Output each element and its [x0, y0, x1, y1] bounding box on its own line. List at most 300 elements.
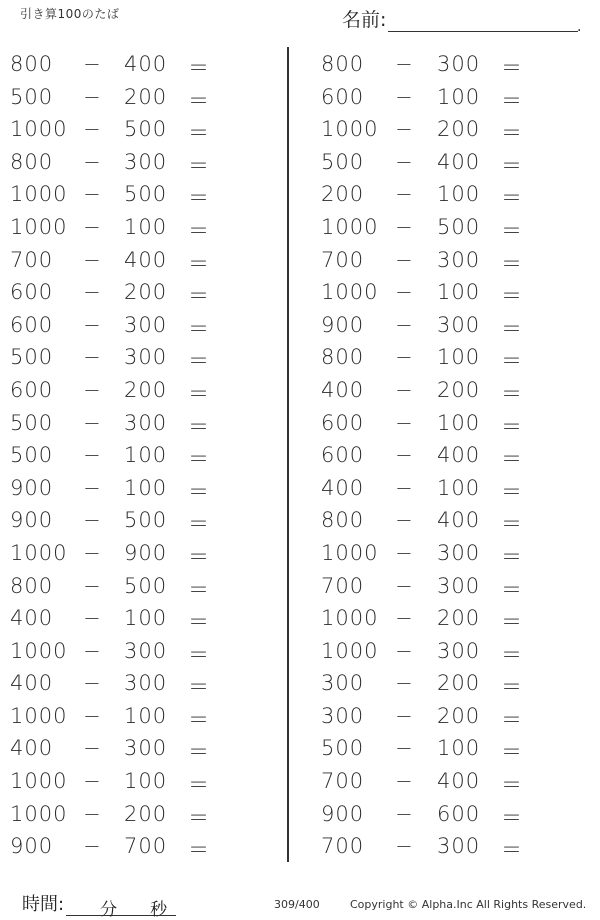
subtrahend: 100 [437, 410, 481, 435]
subtrahend: 400 [437, 443, 481, 468]
problem-row [0, 667, 280, 700]
subtrahend: 500 [124, 508, 168, 533]
equals-sign: ＝ [501, 218, 523, 243]
problem-row [313, 439, 593, 472]
equals-sign: ＝ [188, 675, 210, 700]
minus-sign: − [395, 606, 414, 631]
subtrahend: 300 [437, 834, 481, 859]
equals-sign: ＝ [188, 186, 210, 211]
problem-row [313, 504, 593, 537]
subtrahend: 400 [437, 508, 481, 533]
equals-sign: ＝ [501, 381, 523, 406]
equals-sign: ＝ [188, 610, 210, 635]
answer-space[interactable] [215, 150, 275, 176]
minuend: 800 [10, 573, 54, 598]
subtrahend: 100 [124, 606, 168, 631]
minuend: 600 [10, 377, 54, 402]
problem-row [313, 472, 593, 505]
problem-row [0, 765, 280, 798]
minus-sign: − [395, 247, 414, 272]
answer-space[interactable] [528, 215, 588, 241]
equals-sign: ＝ [188, 349, 210, 374]
minuend: 1000 [10, 801, 68, 826]
answer-space[interactable] [215, 313, 275, 339]
minuend: 800 [321, 345, 365, 370]
subtrahend: 200 [124, 280, 168, 305]
answer-space[interactable] [215, 704, 275, 730]
minuend: 800 [321, 508, 365, 533]
subtrahend: 100 [124, 769, 168, 794]
problem-row [313, 798, 593, 831]
problem-row [0, 113, 280, 146]
subtrahend: 300 [124, 638, 168, 663]
minuend: 1000 [10, 182, 68, 207]
problem-row [0, 178, 280, 211]
problem-row [0, 374, 280, 407]
minus-sign: − [83, 703, 102, 728]
problem-row [313, 374, 593, 407]
equals-sign: ＝ [188, 479, 210, 504]
answer-space[interactable] [215, 215, 275, 241]
problem-row [313, 537, 593, 570]
answer-space[interactable] [215, 411, 275, 437]
minuend: 1000 [321, 540, 379, 565]
minuend: 1000 [10, 540, 68, 565]
name-field [342, 5, 582, 35]
problem-row [313, 309, 593, 342]
equals-sign: ＝ [501, 512, 523, 537]
subtrahend: 200 [124, 801, 168, 826]
minuend: 1000 [321, 117, 379, 142]
minus-sign: − [395, 410, 414, 435]
answer-space[interactable] [528, 85, 588, 111]
minus-sign: − [83, 475, 102, 500]
equals-sign: ＝ [188, 414, 210, 439]
problem-row [313, 146, 593, 179]
problem-row [313, 765, 593, 798]
copyright-notice: Copyright © Alpha.Inc All Rights Reserved. [350, 898, 587, 911]
minus-sign: − [395, 769, 414, 794]
minus-sign: − [83, 247, 102, 272]
subtrahend: 300 [437, 312, 481, 337]
answer-space[interactable] [215, 378, 275, 404]
subtrahend: 100 [124, 214, 168, 239]
subtrahend: 300 [124, 312, 168, 337]
answer-space[interactable] [215, 834, 275, 860]
subtrahend: 300 [124, 345, 168, 370]
subtrahend: 100 [437, 736, 481, 761]
minuend: 1000 [10, 638, 68, 663]
minus-sign: − [395, 345, 414, 370]
subtrahend: 300 [437, 573, 481, 598]
answer-space[interactable] [528, 508, 588, 534]
minuend: 400 [321, 377, 365, 402]
subtrahend: 400 [437, 769, 481, 794]
problem-row [0, 276, 280, 309]
equals-sign: ＝ [188, 544, 210, 569]
equals-sign: ＝ [188, 707, 210, 732]
equals-sign: ＝ [501, 642, 523, 667]
minus-sign: − [395, 736, 414, 761]
answer-space[interactable] [528, 671, 588, 697]
problem-row [313, 407, 593, 440]
minuend: 500 [10, 410, 54, 435]
minus-sign: − [83, 182, 102, 207]
subtrahend: 500 [124, 182, 168, 207]
answer-space[interactable] [528, 704, 588, 730]
problem-row [0, 146, 280, 179]
subtrahend: 700 [124, 834, 168, 859]
problem-row [313, 48, 593, 81]
answer-space[interactable] [528, 574, 588, 600]
subtrahend: 300 [124, 410, 168, 435]
equals-sign: ＝ [188, 805, 210, 830]
problem-row [0, 504, 280, 537]
answer-space[interactable] [528, 280, 588, 306]
answer-space[interactable] [215, 345, 275, 371]
subtrahend: 200 [124, 84, 168, 109]
answer-space[interactable] [528, 52, 588, 78]
subtrahend: 200 [124, 377, 168, 402]
equals-sign: ＝ [501, 186, 523, 211]
problem-row [0, 700, 280, 733]
problem-row [313, 211, 593, 244]
minuend: 300 [321, 671, 365, 696]
minuend: 800 [10, 149, 54, 174]
problem-row [0, 635, 280, 668]
minutes-label: 分 [100, 900, 118, 920]
minuend: 600 [10, 312, 54, 337]
problem-row [0, 570, 280, 603]
subtrahend: 300 [124, 149, 168, 174]
minuend: 1000 [321, 638, 379, 663]
subtrahend: 500 [124, 573, 168, 598]
minuend: 400 [321, 475, 365, 500]
equals-sign: ＝ [501, 577, 523, 602]
answer-space[interactable] [215, 736, 275, 762]
equals-sign: ＝ [501, 675, 523, 700]
name-write-line[interactable] [388, 11, 582, 35]
problem-row [0, 341, 280, 374]
answer-space[interactable] [528, 541, 588, 567]
answer-space[interactable] [528, 345, 588, 371]
minus-sign: − [83, 801, 102, 826]
problem-row [313, 276, 593, 309]
equals-sign: ＝ [188, 121, 210, 146]
answer-space[interactable] [215, 639, 275, 665]
minus-sign: − [395, 149, 414, 174]
minuend: 600 [321, 443, 365, 468]
minus-sign: − [395, 443, 414, 468]
answer-space[interactable] [215, 117, 275, 143]
equals-sign: ＝ [188, 218, 210, 243]
answer-space[interactable] [528, 378, 588, 404]
minus-sign: − [395, 312, 414, 337]
minuend: 1000 [10, 769, 68, 794]
name-line-end: . [576, 19, 582, 35]
answer-space[interactable] [215, 574, 275, 600]
time-label: 時間: [22, 894, 65, 915]
subtrahend: 300 [124, 671, 168, 696]
subtrahend: 100 [437, 475, 481, 500]
minuend: 700 [321, 769, 365, 794]
equals-sign: ＝ [501, 610, 523, 635]
minuend: 700 [10, 247, 54, 272]
subtrahend: 400 [124, 52, 168, 76]
column-divider [287, 47, 289, 862]
right-problem-column [313, 48, 593, 863]
problem-row [313, 700, 593, 733]
answer-space[interactable] [528, 834, 588, 860]
minuend: 600 [321, 84, 365, 109]
subtrahend: 500 [124, 117, 168, 142]
answer-space[interactable] [528, 769, 588, 795]
answer-space[interactable] [215, 769, 275, 795]
equals-sign: ＝ [188, 284, 210, 309]
minuend: 800 [10, 52, 54, 76]
equals-sign: ＝ [501, 316, 523, 341]
answer-space[interactable] [215, 182, 275, 208]
minuend: 1000 [10, 703, 68, 728]
answer-space[interactable] [528, 802, 588, 828]
minus-sign: − [83, 638, 102, 663]
problem-row [313, 667, 593, 700]
minus-sign: − [395, 280, 414, 305]
problem-row [313, 602, 593, 635]
name-label: 名前: [342, 9, 387, 31]
minuend: 1000 [321, 280, 379, 305]
answer-space[interactable] [528, 606, 588, 632]
answer-space[interactable] [215, 508, 275, 534]
problem-row [313, 830, 593, 863]
equals-sign: ＝ [188, 316, 210, 341]
minuend: 500 [10, 345, 54, 370]
minus-sign: − [83, 377, 102, 402]
problem-row [0, 472, 280, 505]
equals-sign: ＝ [188, 251, 210, 276]
equals-sign: ＝ [501, 805, 523, 830]
minus-sign: − [395, 540, 414, 565]
equals-sign: ＝ [501, 349, 523, 374]
answer-space[interactable] [528, 313, 588, 339]
equals-sign: ＝ [188, 642, 210, 667]
seconds-label: 秒 [150, 900, 168, 920]
answer-space[interactable] [215, 671, 275, 697]
equals-sign: ＝ [501, 479, 523, 504]
minuend: 300 [321, 703, 365, 728]
minuend: 900 [10, 508, 54, 533]
minuend: 400 [10, 671, 54, 696]
minus-sign: − [83, 345, 102, 370]
answer-space[interactable] [528, 150, 588, 176]
subtrahend: 200 [437, 671, 481, 696]
time-write-line[interactable] [66, 895, 176, 920]
minus-sign: − [83, 312, 102, 337]
equals-sign: ＝ [188, 381, 210, 406]
answer-space[interactable] [528, 476, 588, 502]
answer-space[interactable] [215, 476, 275, 502]
minuend: 700 [321, 247, 365, 272]
problem-row [313, 81, 593, 114]
subtrahend: 300 [437, 540, 481, 565]
answer-space[interactable] [528, 736, 588, 762]
minuend: 1000 [10, 117, 68, 142]
problem-row [0, 602, 280, 635]
subtrahend: 100 [124, 475, 168, 500]
equals-sign: ＝ [501, 707, 523, 732]
minus-sign: − [83, 540, 102, 565]
subtrahend: 300 [437, 52, 481, 76]
minus-sign: − [395, 801, 414, 826]
minuend: 200 [321, 182, 365, 207]
equals-sign: ＝ [188, 153, 210, 178]
answer-space[interactable] [215, 85, 275, 111]
minus-sign: − [83, 52, 102, 76]
minuend: 500 [10, 443, 54, 468]
minus-sign: − [83, 280, 102, 305]
minus-sign: − [395, 52, 414, 76]
minuend: 500 [321, 149, 365, 174]
subtrahend: 500 [437, 214, 481, 239]
problem-row [0, 830, 280, 863]
minus-sign: − [83, 606, 102, 631]
subtrahend: 200 [437, 703, 481, 728]
problem-row [0, 732, 280, 765]
minus-sign: − [395, 182, 414, 207]
equals-sign: ＝ [501, 121, 523, 146]
left-problem-column [0, 48, 280, 863]
page-number: 309/400 [274, 898, 320, 911]
minus-sign: − [395, 84, 414, 109]
minuend: 900 [10, 475, 54, 500]
equals-sign: ＝ [501, 544, 523, 569]
answer-space[interactable] [215, 443, 275, 469]
minuend: 800 [321, 52, 365, 76]
problem-row [0, 309, 280, 342]
problem-row [0, 439, 280, 472]
minus-sign: − [83, 84, 102, 109]
minus-sign: − [83, 736, 102, 761]
equals-sign: ＝ [188, 88, 210, 113]
minus-sign: − [83, 214, 102, 239]
minuend: 1000 [321, 606, 379, 631]
minus-sign: − [395, 377, 414, 402]
equals-sign: ＝ [188, 56, 210, 80]
subtrahend: 900 [124, 540, 168, 565]
answer-space[interactable] [528, 411, 588, 437]
answer-space[interactable] [215, 248, 275, 274]
minus-sign: − [395, 508, 414, 533]
minuend: 700 [321, 834, 365, 859]
problem-row [313, 732, 593, 765]
minuend: 900 [10, 834, 54, 859]
equals-sign: ＝ [501, 284, 523, 309]
answer-space[interactable] [528, 443, 588, 469]
minus-sign: − [83, 443, 102, 468]
problem-row [0, 48, 280, 81]
equals-sign: ＝ [188, 577, 210, 602]
subtrahend: 100 [437, 84, 481, 109]
answer-space[interactable] [215, 280, 275, 306]
answer-space[interactable] [215, 606, 275, 632]
subtrahend: 100 [437, 182, 481, 207]
subtrahend: 200 [437, 117, 481, 142]
problem-row [0, 244, 280, 277]
minus-sign: − [395, 214, 414, 239]
answer-space[interactable] [528, 182, 588, 208]
equals-sign: ＝ [501, 414, 523, 439]
time-field [22, 890, 176, 920]
problem-row [0, 81, 280, 114]
minus-sign: − [395, 703, 414, 728]
problem-row [0, 798, 280, 831]
subtrahend: 200 [437, 377, 481, 402]
answer-space[interactable] [528, 117, 588, 143]
equals-sign: ＝ [188, 740, 210, 765]
minus-sign: − [83, 573, 102, 598]
minuend: 500 [321, 736, 365, 761]
answer-space[interactable] [528, 639, 588, 665]
equals-sign: ＝ [501, 773, 523, 798]
problem-row [313, 635, 593, 668]
minus-sign: − [395, 573, 414, 598]
minuend: 900 [321, 312, 365, 337]
minus-sign: − [83, 410, 102, 435]
equals-sign: ＝ [188, 512, 210, 537]
answer-space[interactable] [528, 248, 588, 274]
minuend: 1000 [321, 214, 379, 239]
subtrahend: 200 [437, 606, 481, 631]
minus-sign: − [83, 117, 102, 142]
minus-sign: − [83, 508, 102, 533]
equals-sign: ＝ [501, 740, 523, 765]
minuend: 400 [10, 606, 54, 631]
answer-space[interactable] [215, 541, 275, 567]
equals-sign: ＝ [501, 88, 523, 113]
minus-sign: − [395, 638, 414, 663]
problem-row [0, 407, 280, 440]
subtrahend: 100 [124, 703, 168, 728]
problem-row [313, 113, 593, 146]
equals-sign: ＝ [501, 56, 523, 80]
subtrahend: 300 [124, 736, 168, 761]
answer-space[interactable] [215, 802, 275, 828]
minus-sign: − [83, 149, 102, 174]
subtrahend: 300 [437, 247, 481, 272]
minuend: 600 [10, 280, 54, 305]
subtrahend: 100 [437, 345, 481, 370]
minus-sign: − [83, 671, 102, 696]
equals-sign: ＝ [501, 251, 523, 276]
subtrahend: 600 [437, 801, 481, 826]
minus-sign: − [395, 117, 414, 142]
problem-row [313, 178, 593, 211]
minuend: 400 [10, 736, 54, 761]
minus-sign: − [83, 834, 102, 859]
subtrahend: 300 [437, 638, 481, 663]
equals-sign: ＝ [501, 153, 523, 178]
minus-sign: − [83, 769, 102, 794]
answer-space[interactable] [215, 52, 275, 78]
problem-row [313, 244, 593, 277]
problem-row [313, 341, 593, 374]
equals-sign: ＝ [188, 773, 210, 798]
minuend: 1000 [10, 214, 68, 239]
subtrahend: 400 [124, 247, 168, 272]
worksheet-title: 引き算100のたば [20, 7, 120, 21]
equals-sign: ＝ [501, 838, 523, 863]
problem-row [0, 537, 280, 570]
